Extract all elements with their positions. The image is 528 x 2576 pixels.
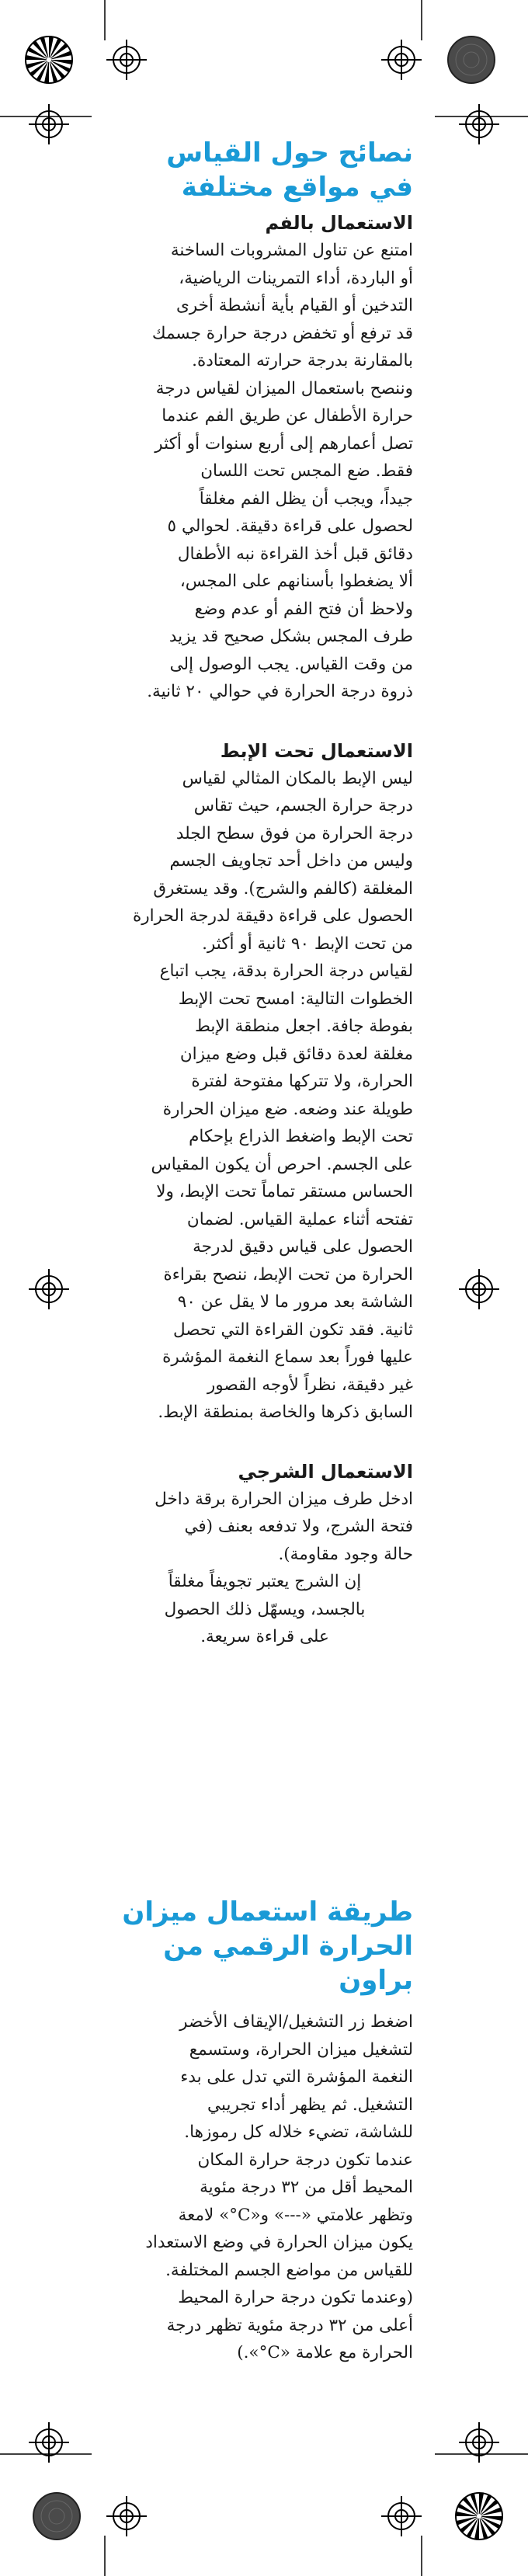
- rectal-use-heading: الاستعمال الشرجي: [238, 1460, 413, 1483]
- how-to-use-text: اضغط زر التشغيل/الإيقاف الأخضر لتشغيل ميزان الحرارة، وستسمع النغمة المؤشرة التي تدل على بدء التشغيل. ثم يظهر أداء تجريبي للشاشة، تضيء خلاله كل رموزها. عندما تكون درجة حرارة المكان المحيط أقل من ٣٢ درجة مئوية وتظهر علامتي «---» و«C°» لامعة يكون ميزان الحرارة في وضع الاستعداد للقياس من مواضع الجسم المختلفة. (وعندما تكون درجة حرارة المحيط أعلى من ٣٢ درجة مئوية تظهر درجة الحرارة مع علامة «C°».): [145, 2012, 413, 2362]
- oral-use-heading: الاستعمال بالفم: [265, 212, 413, 234]
- measuring-tips-title: نصائح حول القياس في مواقع مختلفة: [166, 137, 413, 203]
- how-to-use-section: [116, 1895, 413, 2367]
- underarm-use-text: ليس الإبط بالمكان المثالي لقياس درجة حرارة الجسم، حيث تقاس درجة الحرارة من فوق سطح الجلد وليس من داخل أحد تجاويف الجسم المغلقة (كالفم والشرج). وقد يستغرق الحصول على قراءة دقيقة لدرجة الحرارة من تحت الإبط ٩٠ ثانية أو أكثر. لقياس درجة الحرارة بدقة، يجب اتباع الخطوات التالية: امسح تحت الإبط بفوطة جافة. اجعل منطقة الإبط مغلقة لعدة دقائق قبل وضع ميزان الحرارة، ولا تتركها مفتوحة لفترة طويلة عند وضعه. ضع ميزان الحرارة تحت الإبط واضغط الذراع بإحكام على الجسم. احرص أن يكون المقياس الحساس مستقر تماماً تحت الإبط، ولا تفتحه أثناء عملية القياس. لضمان الحصول على قياس دقيق لدرجة الحرارة من تحت الإبط، ننصح بقراءة الشاشة بعد مرور ما لا يقل عن ٩٠ ثانية. فقد تكون القراءة التي تحصل عليها فوراً بعد سماع النغمة المؤشرة غير دقيقة، نظراً لأوجه القصور السابق ذكرها والخاصة بمنطقة الإبط.: [133, 768, 413, 1422]
- rectal-use-note: إن الشرج يعتبر تجويفاً مغلقاً بالجسد، ويسهّل ذلك الحصول على قراءة سريعة.: [164, 1572, 366, 1646]
- how-to-use-title: طريقة استعمال ميزان الحرارة الرقمي من براون: [122, 1896, 413, 1996]
- measuring-tips-section: [116, 136, 413, 1651]
- rectal-use-text: ادخل طرف ميزان الحرارة برقة داخل فتحة الشرج، ولا تدفعه بعنف (في حالة وجود مقاومة).: [155, 1489, 413, 1564]
- oral-use-text: امتنع عن تناول المشروبات الساخنة أو الباردة، أداء التمرينات الرياضية، التدخين أو القيام بأية أنشطة أخرى قد ترفع أو تخفض درجة حرارة جسمك بالمقارنة بدرجة حرارته المعتادة. وننصح باستعمال الميزان لقياس درجة حرارة الأطفال عن طريق الفم عندما تصل أعمارهم إلى أربع سنوات أو أكثر فقط. ضع المجس تحت اللسان جيداً، ويجب أن يظل الفم مغلقاً لحصول على قراءة دقيقة. لحوالي ٥ دقائق قبل أخذ القراءة نبه الأطفال ألا يضغطوا بأسنانهم على المجس، ولاحظ أن فتح الفم أو عدم وضع طرف المجس بشكل صحيح قد يزيد من وقت القياس. يجب الوصول إلى ذروة درجة الحرارة في حوالي ٢٠ ثانية.: [147, 241, 413, 701]
- underarm-use-heading: الاستعمال تحت الإبط: [220, 739, 413, 762]
